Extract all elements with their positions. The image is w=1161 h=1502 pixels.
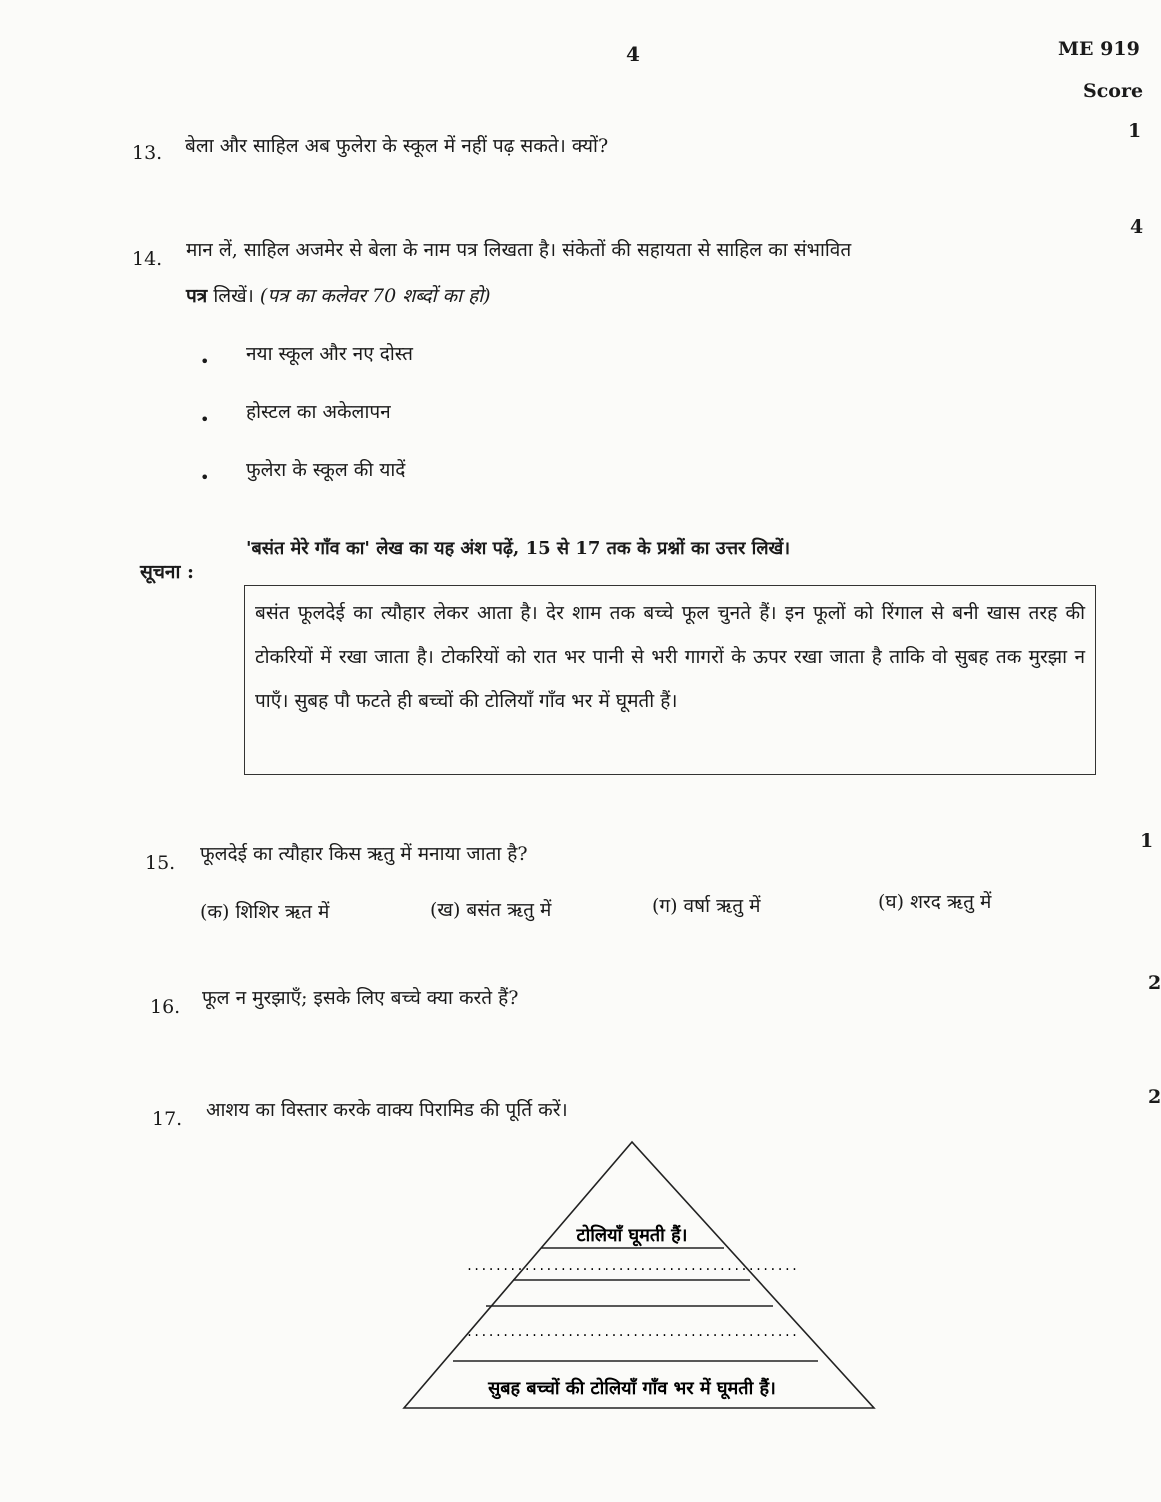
pyramid-outline: [404, 1142, 874, 1408]
option-b: (ख) बसंत ऋतु में: [430, 899, 552, 921]
hint-item: नया स्कूल और नए दोस्त: [246, 343, 414, 365]
option-c: (ग) वर्षा ऋतु में: [652, 895, 761, 917]
question-number: 16.: [150, 996, 181, 1018]
notice-text: 'बसंत मेरे गाँव का' लेख का यह अंश पढ़ें, 15 से 17 तक के प्रश्नों का उत्तर लिखें।: [246, 538, 791, 559]
bullet-dot: •: [200, 468, 210, 487]
bullet-dot: •: [200, 352, 210, 371]
pyramid-blank-1[interactable]: ..............................................: [465, 1259, 799, 1273]
question-number: 14.: [132, 248, 163, 270]
question-score: 1: [1128, 120, 1142, 142]
option-a: (क) शिशिर ऋत में: [200, 901, 330, 923]
question-text: आशय का विस्तार करके वाक्य पिरामिड की पूर्ति करें।: [206, 1099, 568, 1121]
page-number: 4: [626, 42, 640, 66]
question-number: 13.: [132, 142, 163, 164]
bullet-dot: •: [200, 410, 210, 429]
pyramid-base-label: सुबह बच्चों की टोलियाँ गाँव भर में घूमती हैं।: [488, 1378, 776, 1399]
notice-label: सूचना :: [140, 561, 195, 583]
question-score: 4: [1130, 216, 1144, 238]
question-score: 2: [1148, 1086, 1161, 1108]
pyramid-blank-2[interactable]: ..............................................: [465, 1325, 799, 1339]
question-number: 15.: [145, 852, 176, 874]
question-text: फूल न मुरझाएँ; इसके लिए बच्चे क्या करते हैं?: [202, 987, 519, 1009]
hint-item: होस्टल का अकेलापन: [246, 401, 391, 423]
sentence-pyramid: [400, 1140, 880, 1412]
score-header: Score: [1083, 80, 1144, 102]
question-text: बेला और साहिल अब फुलेरा के स्कूल में नहीं पढ़ सकते। क्यों?: [185, 135, 609, 157]
question-text: फूलदेई का त्यौहार किस ऋतु में मनाया जाता है?: [200, 843, 528, 865]
question-text-line-1: मान लें, साहिल अजमेर से बेला के नाम पत्र लिखता है। संकेतों की सहायता से साहिल का संभावित: [186, 239, 852, 261]
pyramid-top-label: टोलियाँ घूमती हैं।: [576, 1225, 688, 1246]
passage-box: बसंत फूलदेई का त्यौहार लेकर आता है। देर शाम तक बच्चे फूल चुनते हैं। इन फूलों को रिंगाल से बनी खास तरह की टोकरियों में रखा जाता है। टोकरियों को रात भर पानी से भरी गागरों के ऊपर रखा जाता है ताकि वो सुबह तक मुरझा न पाएँ। सुबह पौ फटते ही बच्चों की टोलियाँ गाँव भर में घूमती हैं।: [244, 585, 1096, 775]
hint-item: फुलेरा के स्कूल की यादें: [246, 459, 406, 481]
letter-word: पत्र: [186, 285, 208, 307]
question-score: 1: [1140, 830, 1154, 852]
question-score: 2: [1148, 972, 1161, 994]
option-d: (घ) शरद ऋतु में: [878, 891, 992, 913]
question-number: 17.: [152, 1108, 183, 1130]
write-instruction: लिखें।: [207, 285, 254, 307]
question-text-line-2: [186, 282, 491, 308]
word-limit-note: (पत्र का कलेवर 70 शब्दों का हो): [253, 285, 491, 307]
paper-code: ME 919: [1058, 38, 1140, 60]
